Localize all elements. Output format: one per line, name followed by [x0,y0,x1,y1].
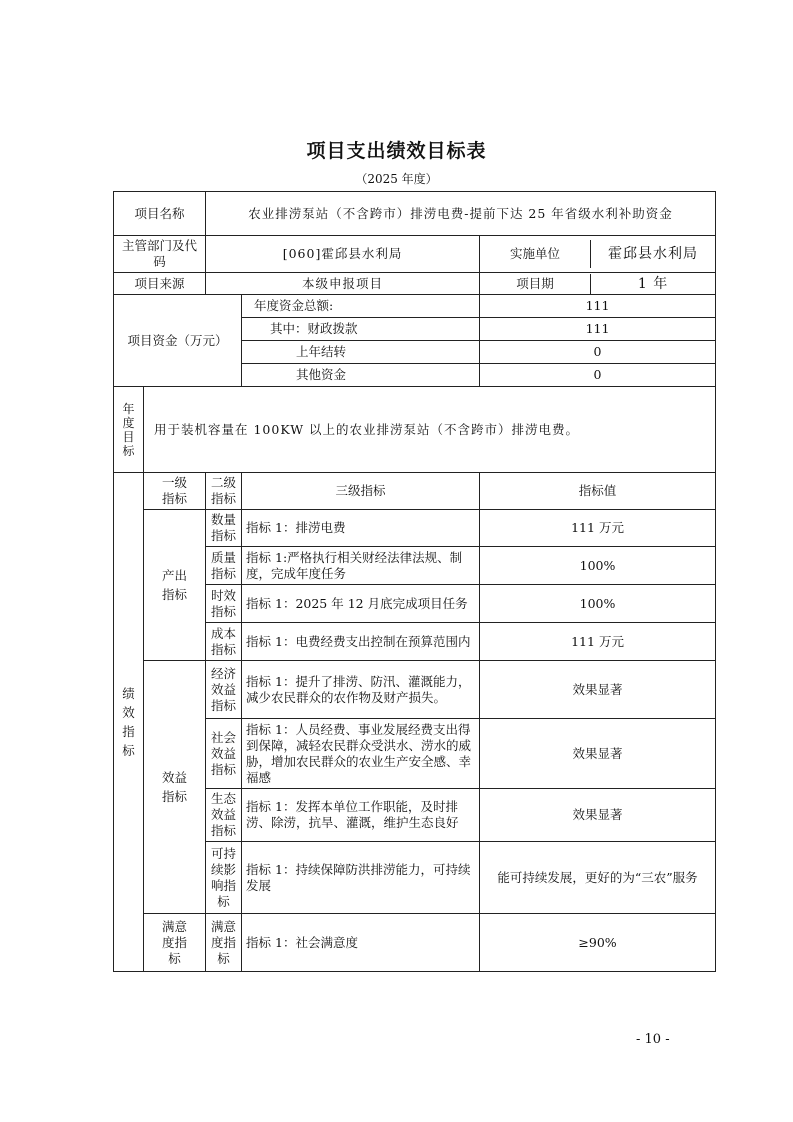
dept-label: 主管部门及代码 [114,236,206,273]
funds-carryover-label: 上年结转 [242,341,480,364]
row-source [114,273,716,295]
indicator-l3: 指标 1：社会满意度 [242,914,480,972]
impl-cell [480,236,716,273]
page-number: - 10 - [636,1032,670,1047]
funds-fiscal-label: 其中：财政拨款 [242,318,480,341]
indicator-value: 效果显著 [480,661,716,719]
funds-other-value: 0 [480,364,716,387]
indicator-l3: 指标 1：提升了排涝、防汛、灌溉能力，减少农民群众的农作物及财产损失。 [242,661,480,719]
project-name-value: 农业排涝泵站（不含跨市）排涝电费-提前下达 25 年省级水利补助资金 [206,192,716,236]
header-level3: 三级指标 [242,473,480,510]
indicator-l2: 成本指标 [206,623,242,661]
header-value: 指标值 [480,473,716,510]
indicator-l2: 经济效益指标 [206,661,242,719]
indicator-l3: 指标 1：排涝电费 [242,510,480,547]
annual-goal-label: 年度目标 [114,387,144,473]
indicator-l2: 数量指标 [206,510,242,547]
row-department [114,236,716,273]
year-subtitle: （2025 年度） [355,172,438,186]
indicator-value: ≥90% [480,914,716,972]
header-level1: 一级指标 [144,473,206,510]
source-label: 项目来源 [114,273,206,295]
project-name-label: 项目名称 [114,192,206,236]
indicator-l3: 指标 1：2025 年 12 月底完成项目任务 [242,585,480,623]
funds-label: 项目资金（万元） [114,295,242,387]
row-project-name [114,192,716,236]
indicator-header-row [114,473,716,510]
indicator-value: 100% [480,585,716,623]
output-label: 产出指标 [144,510,206,661]
impl-value: 霍邱县水利局 [608,246,699,262]
indicator-value: 能可持续发展，更好的为“三农”服务 [480,842,716,914]
indicator-l3: 指标 1：人员经费、事业发展经费支出得到保障，减轻农民群众受洪水、涝水的威胁，增加农民群众的农业生产安全感、幸福感 [242,719,480,789]
indicator-l2: 满意度指标 [206,914,242,972]
indicator-l3: 指标 1：电费经费支出控制在预算范围内 [242,623,480,661]
indicator-l3: 指标 1:严格执行相关财经法律法规、制度，完成年度任务 [242,547,480,585]
row-annual-goal [114,387,716,473]
funds-fiscal-value: 111 [480,318,716,341]
annual-goal-text: 用于装机容量在 100KW 以上的农业排涝泵站（不含跨市）排涝电费。 [144,387,716,473]
indicator-row [114,510,716,547]
period-value: 1 年 [637,275,669,292]
indicator-row [114,914,716,972]
indicator-l3: 指标 1：发挥本单位工作职能，及时排涝、除涝，抗旱、灌溉，维护生态良好 [242,789,480,842]
period-label: 项目期 [480,274,591,294]
satisfaction-label: 满意度指标 [144,914,206,972]
indicator-l2: 可持续影响指标 [206,842,242,914]
indicator-value: 111 万元 [480,510,716,547]
header-level2: 二级指标 [206,473,242,510]
funds-row-total [114,295,716,318]
funds-total-label: 年度资金总额: [242,295,480,318]
indicator-l2: 社会效益指标 [206,719,242,789]
effect-label: 效益指标 [144,661,206,914]
funds-carryover-value: 0 [480,341,716,364]
impl-label: 实施单位 [480,240,591,268]
indicators-group-label: 绩效指标 [114,473,144,972]
funds-other-label: 其他资金 [242,364,480,387]
performance-table [113,191,716,972]
source-value: 本级申报项目 [206,273,480,295]
indicator-value: 效果显著 [480,789,716,842]
indicator-l2: 质量指标 [206,547,242,585]
indicator-value: 111 万元 [480,623,716,661]
page-title: 项目支出绩效目标表 [306,140,487,162]
period-cell [480,273,716,295]
indicator-value: 效果显著 [480,719,716,789]
dept-value: [060]霍邱县水利局 [206,236,480,273]
funds-total-value: 111 [480,295,716,318]
indicator-row [114,661,716,719]
indicator-value: 100% [480,547,716,585]
indicator-l3: 指标 1：持续保障防洪排涝能力，可持续发展 [242,842,480,914]
indicator-l2: 时效指标 [206,585,242,623]
indicator-l2: 生态效益指标 [206,789,242,842]
